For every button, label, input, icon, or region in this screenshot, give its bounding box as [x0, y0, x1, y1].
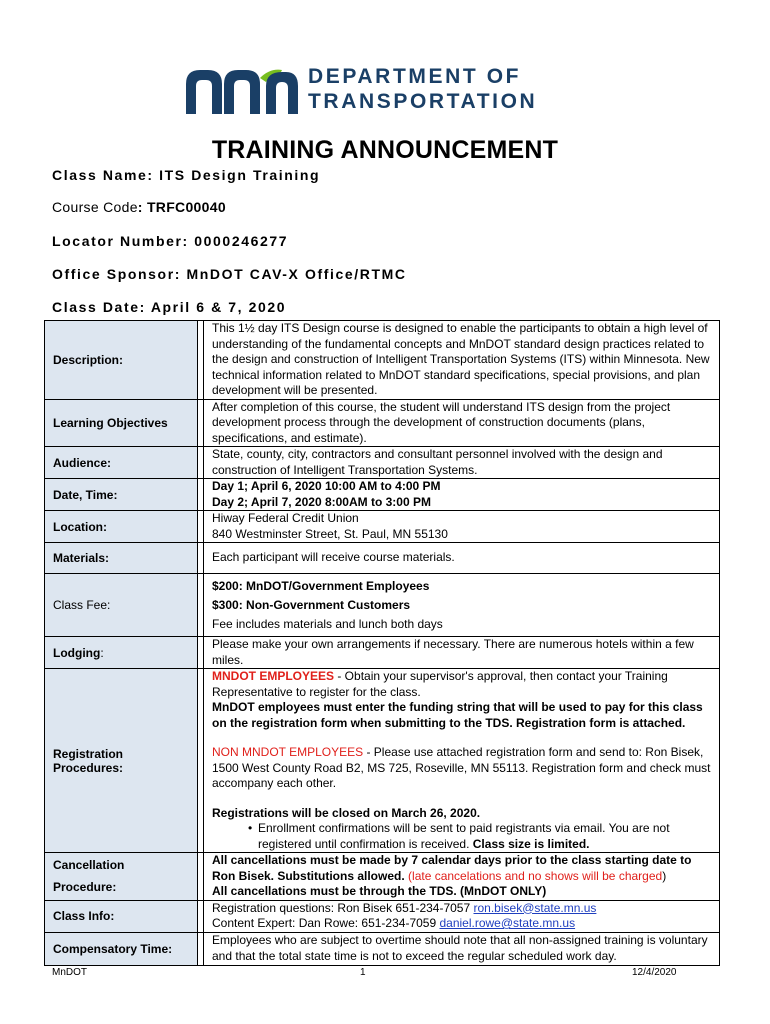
value-cancellation: All cancellations must be made by 7 calendar days prior to the class starting date to Ron Bisek. Substitutions allowed. (late cancelations and no shows will be charged) All cancellations must be through the TDS. (MnDOT ONLY) — [204, 853, 720, 901]
row-datetime — [45, 479, 720, 511]
value-objectives: After completion of this course, the student will understand ITS design from the project development process through the development of construction documents (plans, specifications, and estimate). — [204, 399, 720, 447]
label-objectives: Learning Objectives — [45, 399, 198, 447]
value-description: This 1½ day ITS Design course is designed to enable the participants to obtain a high level of understanding of the fundamental concepts and MnDOT standard design practices related to the design and construction of Intelligent Transportation Systems (ITS) within Minnesota. New technical information related to MnDOT standard specifications, special provisions, and plan development will be presented. — [204, 321, 720, 400]
value-fee — [204, 574, 720, 637]
row-registration — [45, 669, 720, 853]
label-location: Location: — [45, 511, 198, 543]
reg-mndot: MNDOT EMPLOYEES - Obtain your supervisor's approval, then contact your Training Representative to register for the class. — [212, 669, 668, 699]
footer-date: 12/4/2020 — [632, 967, 677, 978]
page-title: TRAINING ANNOUNCEMENT — [211, 136, 559, 164]
label-lodging: Lodging: — [45, 637, 198, 669]
datetime-day2: Day 2; April 7, 2020 8:00AM to 3:00 PM — [212, 494, 431, 509]
row-classinfo — [45, 900, 720, 932]
course-info-table — [44, 320, 720, 966]
row-location — [45, 511, 720, 543]
label-fee: Class Fee: — [45, 574, 198, 637]
reg-closed: Registrations will be closed on March 26, 2020. — [212, 805, 481, 820]
value-comp-time: Employees who are subject to overtime should note that all non-assigned training is voluntary and that the total state time is not to exceed the regular scheduled work day. — [204, 932, 720, 965]
value-materials: Each participant will receive course materials. — [204, 543, 720, 574]
location-address: 840 Westminster Street, St. Paul, MN 55130 — [212, 526, 448, 541]
value-lodging: Please make your own arrangements if necessary. There are numerous hotels within a few miles. — [204, 637, 720, 669]
label-registration: Registration Procedures: — [45, 669, 198, 853]
row-cancellation — [45, 853, 720, 901]
row-fee — [45, 574, 720, 637]
row-comp-time — [45, 932, 720, 965]
label-classinfo: Class Info: — [45, 900, 198, 932]
label-audience: Audience: — [45, 447, 198, 479]
label-description: Description: — [45, 321, 198, 400]
footer-left: MnDOT — [52, 967, 87, 978]
locator-number: Locator Number: 0000246277 — [52, 233, 289, 249]
value-location — [204, 511, 720, 543]
logo-line-2: TRANSPORTATION — [308, 90, 538, 113]
class-name: Class Name: ITS Design Training — [52, 167, 321, 183]
content-expert-email-link[interactable]: daniel.rowe@state.mn.us — [439, 916, 576, 930]
row-materials — [45, 543, 720, 574]
course-code-label: Course Code — [52, 199, 138, 215]
footer-page-number: 1 — [360, 967, 366, 978]
class-date: Class Date: April 6 & 7, 2020 — [52, 299, 287, 315]
row-objectives — [45, 399, 720, 447]
row-audience — [45, 447, 720, 479]
value-audience: State, county, city, contractors and consultant personnel involved with the design and construction of Intelligent Transportation Systems. — [204, 447, 720, 479]
label-cancellation: Cancellation Procedure: — [45, 853, 198, 901]
fee-government: $200: MnDOT/Government Employees — [212, 578, 430, 593]
row-lodging — [45, 637, 720, 669]
reg-confirmation: • Enrollment confirmations will be sent to paid registrants via email. You are not registered until confirmation is received. Class size is limited. — [212, 821, 713, 852]
logo-line-1: DEPARTMENT OF — [308, 65, 522, 88]
registration-email-link[interactable]: ron.bisek@state.mn.us — [473, 900, 597, 915]
value-classinfo: Registration questions: Ron Bisek 651-234-7057 ron.bisek@state.mn.us Content Expert: Dan Rowe: 651-234-7059 daniel.rowe@state.mn.us — [204, 900, 720, 932]
course-code-value: : TRFC00040 — [137, 199, 226, 215]
value-datetime — [204, 479, 720, 511]
location-name: Hiway Federal Credit Union — [212, 511, 359, 525]
fee-non-government: $300: Non-Government Customers — [212, 597, 411, 612]
logo-wordmark — [308, 64, 537, 114]
label-comp-time: Compensatory Time: — [45, 932, 198, 965]
value-registration — [204, 669, 720, 853]
datetime-day1: Day 1; April 6, 2020 10:00 AM to 4:00 PM — [212, 479, 441, 493]
fee-includes: Fee includes materials and lunch both days — [212, 616, 443, 631]
mn-mark-icon — [186, 70, 298, 114]
office-sponsor: Office Sponsor: MnDOT CAV-X Office/RTMC — [52, 266, 407, 282]
course-code — [52, 199, 226, 215]
reg-non-mndot: NON MNDOT EMPLOYEES - Please use attached registration form and send to: Ron Bisek, 1500 West County Road B2, MS 725, Roseville, MN 55113. Registration form and check must accompany each other. — [212, 745, 711, 790]
label-datetime: Date, Time: — [45, 479, 198, 511]
reg-mndot-funding: MnDOT employees must enter the funding string that will be used to pay for this class on the registration form when submitting to the TDS. Registration form is attached. — [212, 700, 703, 730]
row-description — [45, 321, 720, 400]
label-materials: Materials: — [45, 543, 198, 574]
